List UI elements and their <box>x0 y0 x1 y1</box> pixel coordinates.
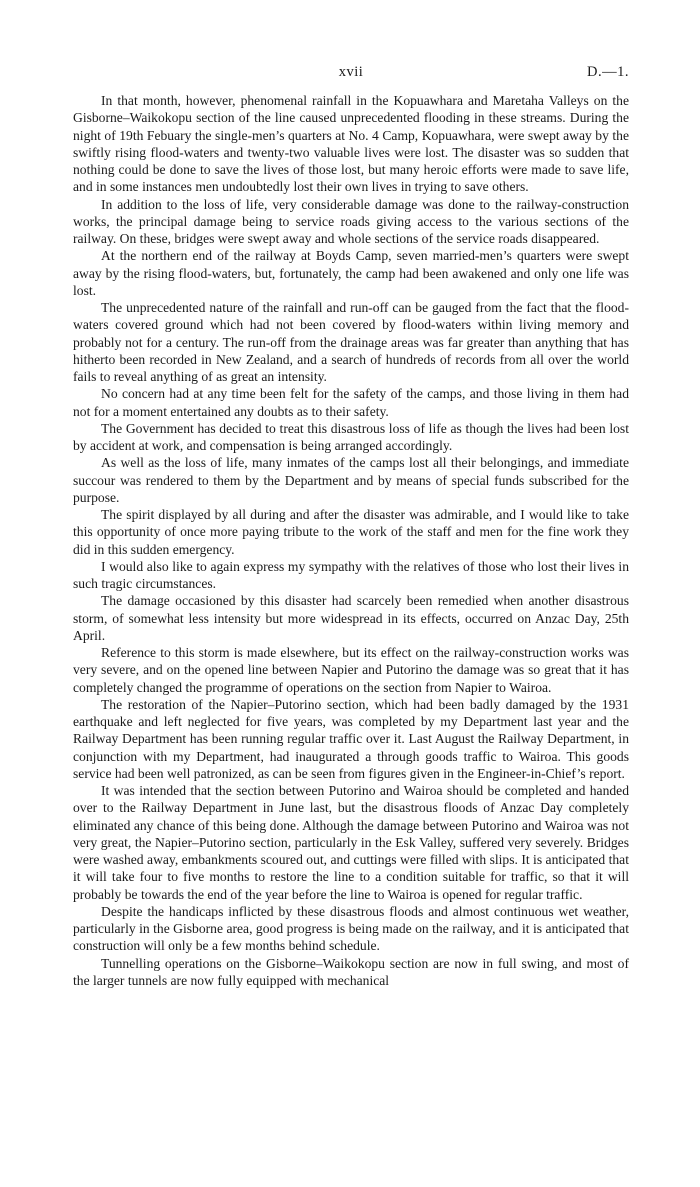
paragraph: At the northern end of the railway at Boyds Camp, seven married-men’s quarters were swept away by the rising flood-waters, but, fortunately, the camp had been awakened and only one life was lost. <box>73 248 629 298</box>
paragraph: The unprecedented nature of the rainfall and run-off can be gauged from the fact that the flood-waters covered ground which had not been covered by flood-waters within living memory and probably not for a century. The run-off from the drainage areas was far greater than anything that has hitherto been recorded in New Zealand, and a search of hundreds of records from all over the world fails to reveal anything of as great an intensity. <box>73 300 629 384</box>
page-number: xvii <box>338 64 364 80</box>
page-header <box>73 62 629 92</box>
paragraph: The damage occasioned by this disaster had scarcely been remedied when another disastrous storm, of somewhat less intensity but more widespread in its effects, occurred on Anzac Day, 25th April. <box>73 593 629 643</box>
paragraph: Reference to this storm is made elsewhere, but its effect on the railway-construction works was very severe, and on the opened line between Napier and Putorino the damage was so great that it has completely changed the programme of operations on the section from Napier to Wairoa. <box>73 645 629 695</box>
paragraph: The spirit displayed by all during and after the disaster was admirable, and I would like to take this opportunity of once more paying tribute to the work of the staff and men for the fine work they did in this sudden emergency. <box>73 507 629 557</box>
body-text <box>73 92 629 989</box>
paragraph: Tunnelling operations on the Gisborne–Waikokopu section are now in full swing, and most of the larger tunnels are now fully equipped with mechanical <box>73 955 629 988</box>
paragraph: The restoration of the Napier–Putorino section, which had been badly damaged by the 1931 earthquake and left neglected for five years, was completed by my Department last year and the Railway Department has been running regular traffic over it. Last August the Railway Department, in conjunction with my Department, had inaugurated a through goods traffic to Wairoa. This goods service had been well patronized, as can be seen from figures given in the Engineer-in-Chief’s report. <box>73 696 629 781</box>
paragraph: I would also like to again express my sympathy with the relatives of those who lost their lives in such tragic circumstances. <box>73 558 629 591</box>
paragraph: As well as the loss of life, many inmates of the camps lost all their belongings, and immediate succour was rendered to them by the Department and by means of special funds subscribed for the purpose. <box>73 455 629 505</box>
paragraph: Despite the handicaps inflicted by these disastrous floods and almost continuous wet weather, particularly in the Gisborne area, good progress is being made on the railway, and it is anticipated that construction will only be a few months behind schedule. <box>73 903 629 954</box>
paragraph: In addition to the loss of life, very considerable damage was done to the railway-construction works, the principal damage being to service roads giving access to the various sections of the railway. On these, bridges were swept away and whole sections of the service roads disappeared. <box>73 196 629 246</box>
document-page <box>73 62 629 989</box>
paragraph: In that month, however, phenomenal rainfall in the Kopuawhara and Maretaha Valleys on the Gisborne–Waikokopu section of the line caused unprecedented flooding in these streams. During the night of 19th Febuary the single-men’s quarters at No. 4 Camp, Kopuawhara, were swept away by the swiftly rising flood-waters and twenty-two valuable lives were lost. The disaster was so sudden that nothing could be done to save the lives of those lost, but many heroic efforts were made to save life, and in some instances men undoubtedly lost their own lives in trying to save others. <box>73 93 629 195</box>
paragraph: It was intended that the section between Putorino and Wairoa should be completed and handed over to the Railway Department in June last, but the disastrous floods of Anzac Day completely eliminated any chance of this being done. Although the damage between Putorino and Wairoa was not very great, the Napier–Putorino section, particularly in the Esk Valley, suffered very severely. Bridges were washed away, embankments scoured out, and cuttings were filled with slips. It is anticipated that it will take four to five months to restore the line to a condition suitable for traffic, so that it will probably be towards the end of the year before the line to Wairoa is opened for regular traffic. <box>73 783 629 902</box>
document-reference: D.—1. <box>587 64 629 80</box>
paragraph: The Government has decided to treat this disastrous loss of life as though the lives had been lost by accident at work, and compensation is being arranged accordingly. <box>73 420 629 453</box>
paragraph: No concern had at any time been felt for the safety of the camps, and those living in them had not for a moment entertained any doubts as to their safety. <box>73 386 629 419</box>
